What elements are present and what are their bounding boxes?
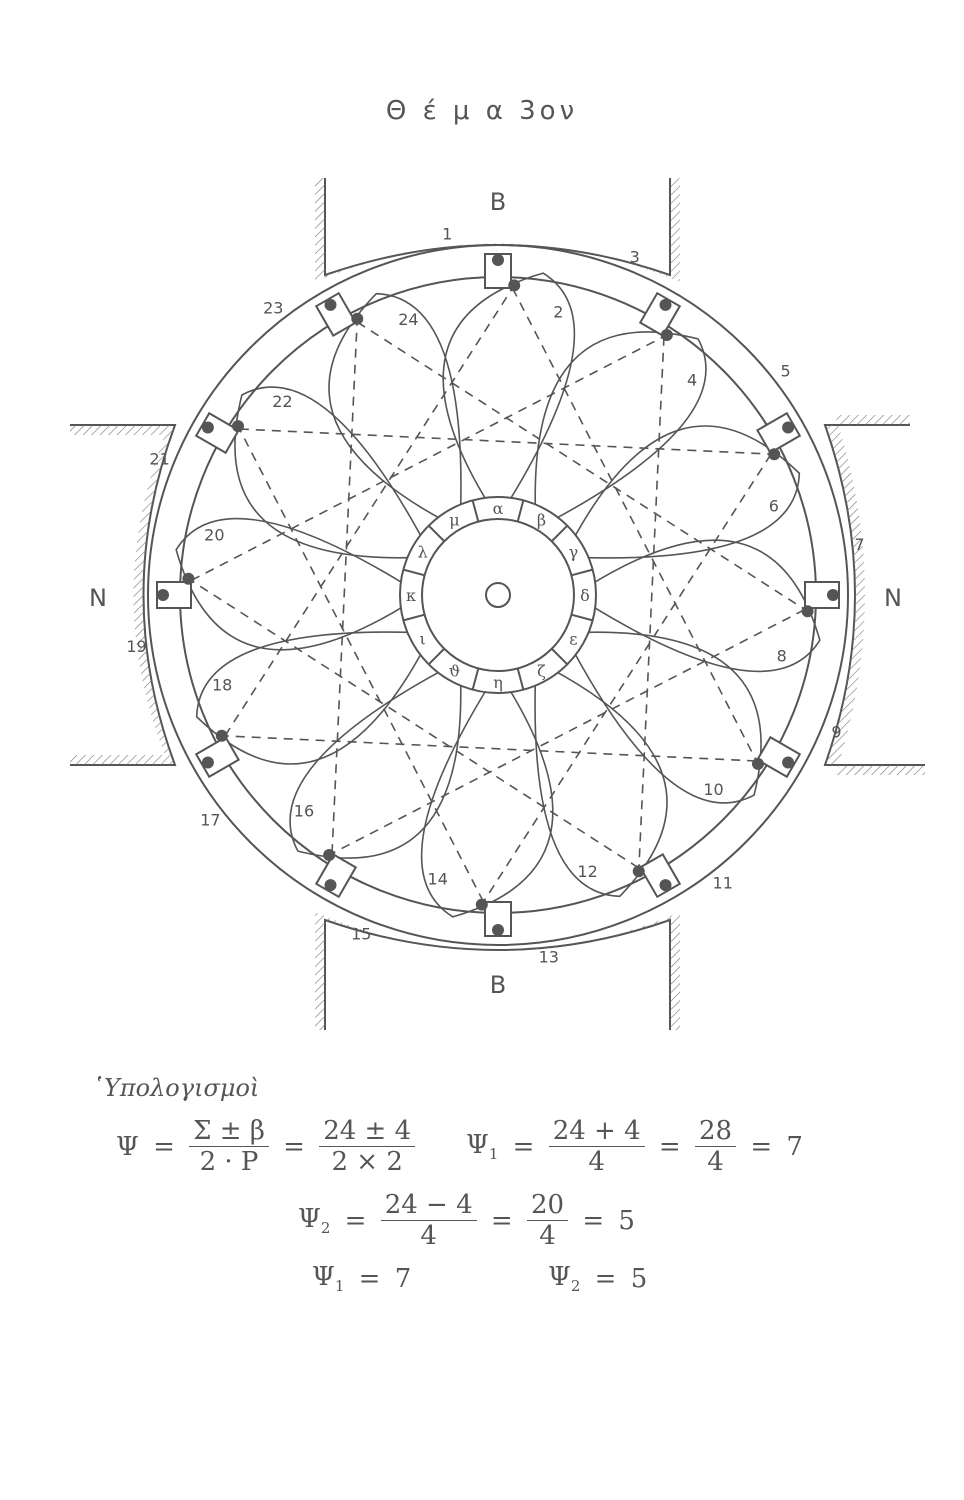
slot-terminal	[351, 313, 363, 325]
slot-terminal	[325, 299, 337, 311]
slot-terminal	[660, 299, 672, 311]
psi2-result: 5	[618, 1205, 635, 1236]
fraction-numerator: 24 − 4	[381, 1190, 477, 1221]
equals-sign: =	[750, 1131, 773, 1162]
coil-loop	[235, 387, 424, 558]
pole-label-bottom: B	[489, 971, 507, 999]
slot-terminal	[802, 605, 814, 617]
commutator-segment-label: κ	[406, 586, 416, 605]
formula-psi	[116, 1116, 415, 1177]
commutator-segment-label: δ	[580, 586, 590, 605]
equals-sign: =	[490, 1205, 513, 1236]
fraction-numerator: 28	[695, 1116, 736, 1147]
commutator-segment-label: λ	[417, 542, 428, 562]
commutator-segment-label: β	[536, 510, 547, 530]
equals-sign: =	[153, 1131, 175, 1162]
slot-label: 24	[398, 310, 419, 330]
fraction-numerator: Σ ± β	[189, 1116, 269, 1147]
slot-terminal	[752, 758, 764, 770]
psi1-result: 7	[786, 1131, 803, 1162]
formula-psi2	[298, 1190, 635, 1251]
slot-label: 7	[854, 535, 865, 555]
psi1-reduced-fraction	[695, 1116, 736, 1177]
slot-terminal	[216, 730, 228, 742]
slot-terminal	[492, 254, 504, 266]
commutator-segment-label: α	[492, 499, 504, 518]
slot-terminal	[476, 899, 488, 911]
slot-label: 17	[200, 810, 221, 830]
pole-label-left: N	[89, 584, 107, 612]
fraction-denominator: 2 × 2	[331, 1147, 403, 1177]
commutator-segment-label: ζ	[537, 661, 546, 681]
final-psi2: $\Psi_2 = 5$	[548, 1262, 648, 1296]
slot-terminal	[661, 329, 673, 341]
coil-connection	[208, 428, 774, 455]
pole-label-right: N	[884, 584, 902, 612]
psi2-symbol: $\Psi_2$	[298, 1203, 331, 1238]
coil-connection	[222, 736, 788, 763]
slot-label: 22	[272, 391, 293, 411]
slot-label: 6	[768, 496, 779, 516]
fraction-denominator: 4	[588, 1147, 605, 1177]
psi1-symbol: $\Psi_1$	[466, 1129, 499, 1164]
slot-label: 12	[577, 861, 598, 881]
fraction-denominator: 4	[707, 1147, 724, 1177]
slot-terminal	[323, 849, 335, 861]
commutator-segment-label: η	[493, 673, 503, 692]
commutator-segment-label: γ	[568, 542, 579, 562]
shaft	[486, 583, 510, 607]
slot-terminal	[182, 573, 194, 585]
commutator-segment-label: μ	[449, 510, 460, 530]
slot-terminal	[827, 589, 839, 601]
slot-label: 15	[351, 924, 372, 944]
numeric-fraction	[319, 1116, 415, 1177]
slot-label: 13	[538, 947, 559, 967]
commutator-segment-label: ι	[419, 629, 426, 649]
commutator	[400, 497, 596, 693]
equals-sign: =	[283, 1131, 305, 1162]
slot-label: 21	[149, 449, 170, 469]
slot-terminal	[782, 757, 794, 769]
slot-terminal	[232, 420, 244, 432]
fraction-denominator: 2 · P	[199, 1147, 259, 1177]
commutator-segment-label: ε	[569, 629, 578, 649]
coil-loop	[535, 332, 706, 521]
slot-label: 5	[780, 361, 791, 381]
commutator-segment-label: ϑ	[448, 661, 461, 681]
formula-psi1	[466, 1116, 803, 1177]
slot-label: 18	[212, 675, 233, 695]
coil-connection	[639, 305, 666, 871]
slot-label: 8	[776, 646, 787, 666]
page-title: Θ έ μ α 3ον	[385, 96, 579, 126]
slot-terminal	[325, 879, 337, 891]
slot-label: 4	[686, 370, 698, 390]
slot-terminal	[202, 757, 214, 769]
pole-label-top: B	[489, 188, 507, 216]
coil-loop	[290, 669, 461, 858]
slot-label: 16	[293, 801, 315, 821]
final-psi1: $\Psi_1 = 7$	[312, 1262, 412, 1296]
slot-terminal	[768, 448, 780, 460]
fraction-denominator: 4	[539, 1221, 556, 1251]
slot-label: 20	[204, 525, 225, 545]
slot-terminal	[633, 865, 645, 877]
slot-label: 2	[553, 302, 564, 322]
slot-terminal	[508, 279, 520, 291]
slot-terminal	[492, 924, 504, 936]
psi2-fraction	[381, 1190, 477, 1251]
slot-label: 19	[126, 636, 147, 656]
slot-label: 10	[703, 780, 724, 800]
fraction-numerator: 24 ± 4	[319, 1116, 415, 1147]
calculations-heading: ῾Υπολογισμοὶ	[92, 1074, 260, 1102]
psi2-reduced-fraction	[527, 1190, 568, 1251]
slot-terminal	[202, 422, 214, 434]
slot-terminal	[782, 422, 794, 434]
psi-symbol: Ψ	[116, 1131, 139, 1162]
fraction-numerator: 20	[527, 1190, 568, 1221]
psi1-fraction	[549, 1116, 645, 1177]
slot-terminal	[660, 879, 672, 891]
slot-label: 14	[427, 869, 448, 889]
slot-terminal	[157, 589, 169, 601]
coil-connection	[331, 319, 358, 885]
slot-label: 3	[629, 247, 640, 267]
slot-label: 1	[442, 224, 453, 244]
fraction-denominator: 4	[420, 1221, 437, 1251]
equals-sign: =	[512, 1131, 535, 1162]
slot-label: 11	[712, 873, 733, 893]
general-fraction	[189, 1116, 269, 1177]
fraction-numerator: 24 + 4	[549, 1116, 645, 1147]
coil-loop	[572, 632, 761, 803]
slot-label: 9	[831, 722, 842, 742]
slot-label: 23	[263, 298, 284, 318]
equals-sign: =	[582, 1205, 605, 1236]
equals-sign: =	[344, 1205, 367, 1236]
equals-sign: =	[658, 1131, 681, 1162]
